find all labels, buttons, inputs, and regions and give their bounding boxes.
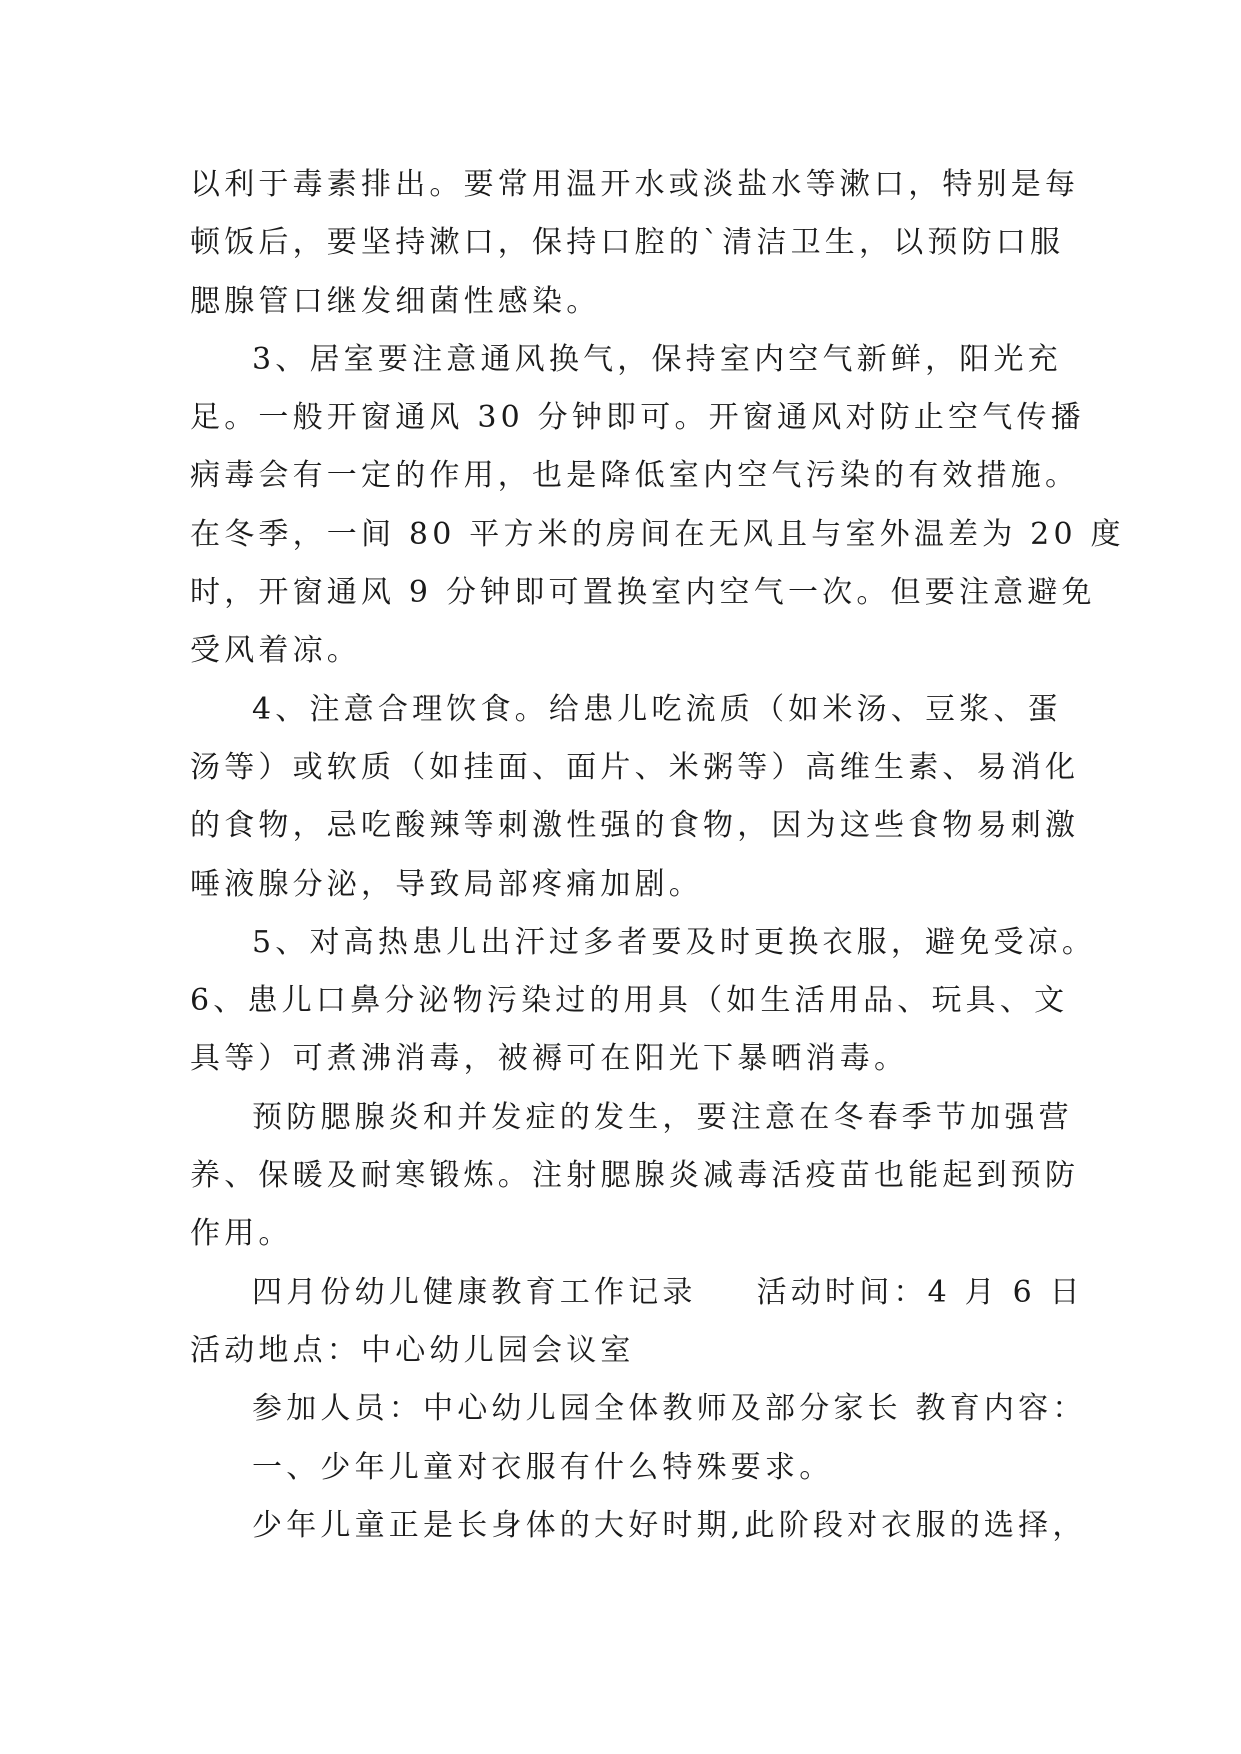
record-item-text: 少年儿童正是长身体的大好时期,此阶段对衣服的选择，	[252, 1507, 1087, 1543]
record-time: 活动时间：4 月 6 日	[756, 1274, 1084, 1310]
record-header-line	[190, 1264, 1084, 1322]
paragraph-line: 腮腺管口继发细菌性感染。	[190, 283, 601, 319]
paragraph-line: 3、居室要注意通风换气，保持室内空气新鲜，阳光充	[252, 341, 1062, 377]
paragraph-line: 在冬季，一间 80 平方米的房间在无风且与室外温差为 20 度	[190, 516, 1125, 552]
paragraph-line: 5、对高热患儿出汗过多者要及时更换衣服，避免受凉。	[252, 924, 1097, 960]
paragraph-line: 病毒会有一定的作用，也是降低室内空气污染的有效措施。	[190, 458, 1080, 494]
paragraph-line: 受风着凉。	[190, 633, 361, 669]
paragraph-line: 4、注意合理饮食。给患儿吃流质（如米汤、豆浆、蛋	[252, 691, 1062, 727]
paragraph-line: 具等）可煮沸消毒，被褥可在阳光下暴晒消毒。	[190, 1041, 909, 1077]
paragraph-line: 足。一般开窗通风 30 分钟即可。开窗通风对防止空气传播	[190, 400, 1085, 436]
paragraph-line: 顿饭后，要坚持漱口，保持口腔的`清洁卫生，以预防口服	[190, 225, 1065, 261]
paragraph-line: 唾液腺分泌，导致局部疼痛加剧。	[190, 866, 703, 902]
paragraph-line: 作用。	[190, 1216, 293, 1252]
record-place: 活动地点：中心幼儿园会议室	[190, 1332, 635, 1368]
paragraph-line: 以利于毒素排出。要常用温开水或淡盐水等漱口，特别是每	[190, 167, 1080, 202]
paragraph-line: 的食物，忌吃酸辣等刺激性强的食物，因为这些食物易刺激	[190, 808, 1080, 844]
paragraph-line: 6、患儿口鼻分泌物污染过的用具（如生活用品、玩具、文	[190, 983, 1069, 1019]
document-body	[190, 156, 1125, 1555]
paragraph-line: 时，开窗通风 9 分钟即可置换室内空气一次。但要注意避免	[190, 575, 1096, 611]
record-title: 四月份幼儿健康教育工作记录	[252, 1274, 697, 1310]
record-item-heading: 一、少年儿童对衣服有什么特殊要求。	[252, 1449, 834, 1485]
paragraph-line: 汤等）或软质（如挂面、面片、米粥等）高维生素、易消化	[190, 749, 1080, 785]
paragraph-line: 养、保暖及耐寒锻炼。注射腮腺炎减毒活疫苗也能起到预防	[190, 1158, 1080, 1194]
paragraph-line: 预防腮腺炎和并发症的发生，要注意在冬春季节加强营	[252, 1099, 1073, 1135]
record-participants: 参加人员：中心幼儿园全体教师及部分家长 教育内容：	[252, 1391, 1087, 1427]
